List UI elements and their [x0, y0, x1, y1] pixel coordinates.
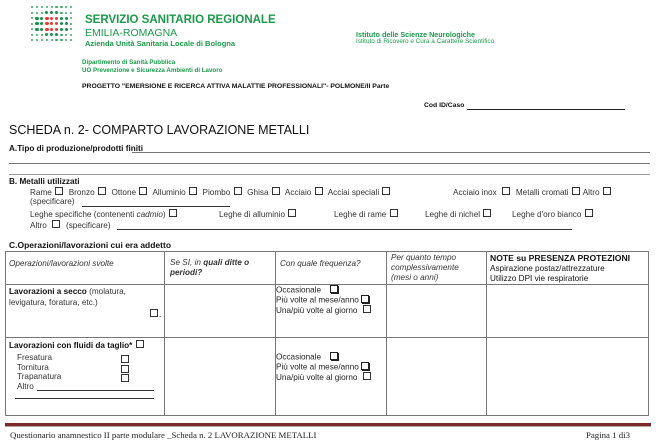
usl-logo: [30, 5, 74, 45]
metal-label-italic: cadmio: [136, 210, 163, 219]
other-field-line2[interactable]: [15, 398, 154, 399]
checkbox-suffix: .: [159, 310, 162, 319]
logo-dot: [41, 6, 43, 8]
checkbox-icon[interactable]: [55, 187, 63, 195]
metal-option[interactable]: [328, 188, 392, 197]
institute-name: Istituto delle Scienze Neurologiche: [356, 30, 476, 39]
operation-dry-cell: [6, 285, 164, 337]
checkbox-icon[interactable]: [390, 209, 398, 217]
logo-dot: [60, 17, 63, 20]
metal-option[interactable]: [152, 188, 198, 197]
ssr-azienda: Azienda Unità Sanitaria Locale di Bologna: [85, 39, 236, 48]
logo-dot: [31, 23, 33, 25]
metal-label: Bronzo: [68, 188, 95, 197]
metal-label: Piombo: [202, 188, 231, 197]
protections-field[interactable]: [487, 285, 649, 338]
page-number: Pagina 1 di3: [586, 430, 630, 440]
table-header-row: [6, 252, 649, 285]
cod-id-label: Cod ID/Caso: [424, 102, 465, 109]
frequency-label: Una/più volte al giorno: [276, 306, 358, 315]
section-c-label: C.Operazioni/lavorazioni cui era addetto: [9, 240, 172, 250]
operations-table: [5, 251, 649, 416]
operation-fluids-cell: [6, 338, 164, 415]
ssr-title: SERVIZIO SANITARIO REGIONALE: [85, 14, 276, 26]
frequency-options: [276, 338, 386, 383]
logo-dot: [36, 39, 38, 41]
metal-label: Leghe specifiche (contenenti: [30, 210, 137, 219]
metal-option[interactable]: [247, 188, 281, 197]
metal-label: Leghe di nichel: [425, 210, 481, 219]
metal-option[interactable]: [30, 210, 178, 219]
section-a-field-line2[interactable]: [9, 163, 650, 164]
suboperation-other[interactable]: [17, 382, 164, 392]
logo-dot: [41, 34, 43, 36]
col-header-duration: Per quanto tempo complessivamente (mesi o anni): [391, 253, 459, 282]
logo-dot: [65, 12, 67, 14]
logo-dot: [31, 12, 33, 14]
logo-dot: [46, 6, 48, 8]
checkbox-icon[interactable]: [189, 187, 197, 195]
metal-label: Leghe di alluminio: [219, 210, 285, 219]
logo-dot: [70, 39, 72, 41]
suboperation-option[interactable]: [17, 353, 164, 363]
metals-other: [30, 220, 111, 230]
logo-dot: [60, 39, 62, 41]
logo-dot: [46, 39, 48, 41]
logo-dot: [45, 28, 48, 31]
logo-dot: [36, 12, 38, 14]
suboperation-label: Tornitura: [17, 362, 49, 372]
logo-dot: [31, 6, 33, 8]
logo-dot: [55, 28, 58, 31]
col-header-protections: [487, 252, 648, 284]
col-header-operations: Operazioni/lavorazioni svolte: [9, 259, 114, 268]
checkbox-icon[interactable]: [139, 187, 147, 195]
protections-line1: Aspirazione postaz/attrezzature: [490, 264, 605, 273]
frequency-label: Occasionale: [276, 285, 322, 295]
operation-checkbox[interactable]: [149, 309, 161, 321]
metal-option[interactable]: [453, 188, 511, 197]
checkbox-icon[interactable]: [315, 187, 323, 195]
metal-label: Leghe d'oro bianco: [512, 210, 582, 219]
checkbox-icon[interactable]: [150, 309, 158, 317]
checkbox-icon[interactable]: [483, 209, 491, 217]
col-header-companies-prefix: Se SI, in: [170, 258, 204, 267]
logo-dot: [55, 39, 57, 41]
logo-dot: [31, 34, 33, 36]
metal-other-specify: (specificare): [65, 221, 111, 230]
logo-dot: [41, 12, 43, 14]
logo-dot: [50, 33, 53, 36]
checkbox-icon[interactable]: [234, 187, 242, 195]
metals-row-3: [30, 209, 178, 219]
col-header-companies-bold: quali ditte o periodi?: [170, 258, 250, 277]
institute-subtitle: Istituto di Ricovero e Cura a Carattere Scientifico: [356, 38, 495, 45]
section-b-label: B. Metalli utilizzati: [9, 177, 80, 186]
metal-option[interactable]: [111, 188, 148, 197]
checkbox-icon[interactable]: [361, 295, 369, 303]
checkbox-icon[interactable]: [603, 187, 611, 195]
checkbox-icon[interactable]: [585, 209, 593, 217]
checkbox-icon[interactable]: [363, 305, 371, 313]
metals-other-field[interactable]: [117, 229, 572, 230]
frequency-option[interactable]: [276, 285, 386, 295]
logo-dot: [65, 17, 68, 20]
checkbox-icon[interactable]: [330, 352, 338, 360]
suboperation-option[interactable]: [17, 372, 164, 382]
checkbox-icon[interactable]: [382, 187, 390, 195]
frequency-option[interactable]: [276, 352, 386, 362]
logo-dot: [35, 22, 38, 25]
logo-dot: [50, 22, 53, 25]
logo-dot: [50, 17, 53, 20]
metal-label: Acciai speciali: [327, 188, 380, 197]
frequency-option[interactable]: [276, 372, 386, 383]
ssr-region: EMILIA-ROMAGNA: [85, 27, 178, 39]
logo-dot: [45, 22, 48, 25]
checkbox-icon[interactable]: [98, 187, 106, 195]
companies-field[interactable]: [165, 285, 276, 338]
checkbox-icon[interactable]: [52, 220, 60, 228]
logo-dot: [40, 17, 43, 20]
logo-dot: [55, 11, 58, 14]
suboperation-option[interactable]: [17, 363, 164, 373]
table-row: [6, 338, 649, 416]
metal-option[interactable]: [425, 209, 492, 219]
logo-dot: [55, 33, 58, 36]
checkbox-icon[interactable]: [330, 285, 338, 293]
checkbox-icon[interactable]: [288, 209, 296, 217]
footer-text: Questionario anamnestico II parte modulare _Scheda n. 2 LAVORAZIONE METALLI: [10, 430, 317, 440]
suboperation-label: Trapanatura: [17, 372, 62, 381]
protections-title: NOTE su PRESENZA PROTEZIONI: [490, 253, 631, 263]
logo-dot: [31, 39, 33, 41]
checkbox-icon[interactable]: [169, 209, 177, 217]
operation-title: Lavorazioni a secco: [9, 287, 87, 296]
metals-row-1: [30, 187, 391, 197]
metal-option[interactable]: [30, 188, 64, 197]
metal-label-suffix: ): [162, 210, 166, 219]
logo-dot: [36, 34, 38, 36]
logo-dot: [70, 34, 72, 36]
frequency-label: Più volte al mese/anno: [276, 362, 359, 372]
department-unit: UO Prevenzione e Sicurezza Ambienti di Lavoro: [82, 67, 223, 74]
operation-title: Lavorazioni con fluidi da taglio*: [9, 341, 133, 350]
logo-dot: [70, 6, 72, 8]
logo-dot: [45, 11, 48, 14]
checkbox-icon[interactable]: [363, 372, 371, 380]
logo-dot: [70, 28, 72, 30]
suboperation-other-label: Altro: [17, 381, 34, 391]
footer-rule: [5, 423, 651, 427]
metal-option[interactable]: [512, 209, 594, 219]
metal-label: Acciaio: [284, 188, 312, 197]
logo-dot: [60, 6, 62, 8]
logo-dot: [65, 34, 67, 36]
frequency-label: Più volte al mese/anno: [276, 295, 359, 305]
metal-label: Ghisa: [247, 188, 269, 197]
section-a-label: A.Tipo di produzione/prodotti finiti: [9, 144, 144, 153]
cod-id-field[interactable]: [467, 109, 625, 110]
logo-dot: [65, 22, 68, 25]
metal-option[interactable]: [203, 188, 243, 197]
logo-dot: [65, 39, 67, 41]
logo-dot: [70, 17, 72, 19]
logo-dot: [51, 6, 53, 8]
logo-dot: [65, 6, 67, 8]
col-header-companies: [165, 252, 275, 278]
duration-field[interactable]: [387, 338, 487, 416]
metal-option[interactable]: [219, 209, 297, 219]
companies-field[interactable]: [165, 338, 276, 416]
logo-dot: [41, 39, 43, 41]
checkbox-icon[interactable]: [572, 187, 580, 195]
page-title: SCHEDA n. 2- COMPARTO LAVORAZIONE METALLI: [9, 123, 310, 137]
protections-field[interactable]: [487, 338, 649, 416]
department-name: Dipartimento di Sanità Pubblica: [82, 59, 176, 66]
metal-label: Alluminio: [152, 188, 186, 197]
section-divider: [9, 174, 650, 175]
protections-line2: Utilizzo DPI vie respiratorie: [490, 274, 589, 283]
metal-label: Rame: [30, 188, 52, 197]
metal-option[interactable]: [69, 188, 107, 197]
metal-option[interactable]: [516, 188, 581, 197]
logo-dot: [55, 22, 58, 25]
metal-label: Acciaio inox: [453, 188, 497, 197]
metals-specify-label: (specificare): [30, 197, 75, 206]
logo-dot: [36, 6, 38, 8]
checkbox-icon[interactable]: [502, 187, 510, 195]
logo-dot: [70, 23, 72, 25]
checkbox-icon[interactable]: [136, 340, 144, 348]
logo-dot: [60, 34, 62, 36]
checkbox-icon[interactable]: [361, 362, 369, 370]
metal-label: Altro: [582, 188, 600, 197]
logo-dot: [31, 17, 33, 19]
logo-dot: [40, 28, 43, 31]
logo-dot: [60, 12, 62, 14]
logo-dot: [35, 17, 38, 20]
logo-dot: [60, 28, 63, 31]
metals-specify-field[interactable]: [82, 206, 230, 207]
metal-label: Ottone: [111, 188, 137, 197]
metal-option[interactable]: [285, 188, 324, 197]
metals-row-1b: [453, 187, 612, 197]
metal-option[interactable]: [334, 209, 399, 219]
col-header-frequency: Con quale frequenza?: [280, 259, 361, 268]
logo-dot: [50, 11, 53, 14]
logo-dot: [50, 28, 53, 31]
logo-dot: [65, 28, 68, 31]
metal-label: Leghe di rame: [334, 210, 387, 219]
metal-option[interactable]: [583, 188, 612, 197]
logo-dot: [45, 17, 48, 20]
metal-label: Metalli cromati: [515, 188, 569, 197]
logo-dot: [45, 33, 48, 36]
logo-dot: [35, 28, 38, 31]
frequency-label: Occasionale: [276, 352, 322, 362]
logo-dot: [70, 12, 72, 14]
logo-dot: [40, 22, 43, 25]
section-a-field[interactable]: [132, 152, 650, 153]
logo-dot: [55, 6, 57, 8]
checkbox-icon[interactable]: [272, 187, 280, 195]
logo-dot: [31, 28, 33, 30]
suboperation-label: Fresatura: [17, 353, 53, 362]
project-title: PROGETTO "EMERSIONE E RICERCA ATTIVA MALATTIE PROFESSIONALI"- POLMONE/II Parte: [82, 83, 390, 90]
frequency-option[interactable]: [276, 295, 386, 305]
frequency-options: [276, 285, 386, 316]
frequency-option[interactable]: [276, 362, 386, 372]
duration-field[interactable]: [387, 285, 487, 338]
operation-detail: (molatura, levigatura, foratura, etc.): [9, 287, 126, 307]
logo-dot: [60, 22, 63, 25]
table-row: [6, 285, 649, 338]
logo-dot: [51, 39, 53, 41]
frequency-option[interactable]: [276, 305, 386, 316]
frequency-label: Una/più volte al giorno: [276, 373, 358, 382]
logo-dot: [55, 17, 58, 20]
metal-other-label: Altro: [30, 221, 47, 230]
